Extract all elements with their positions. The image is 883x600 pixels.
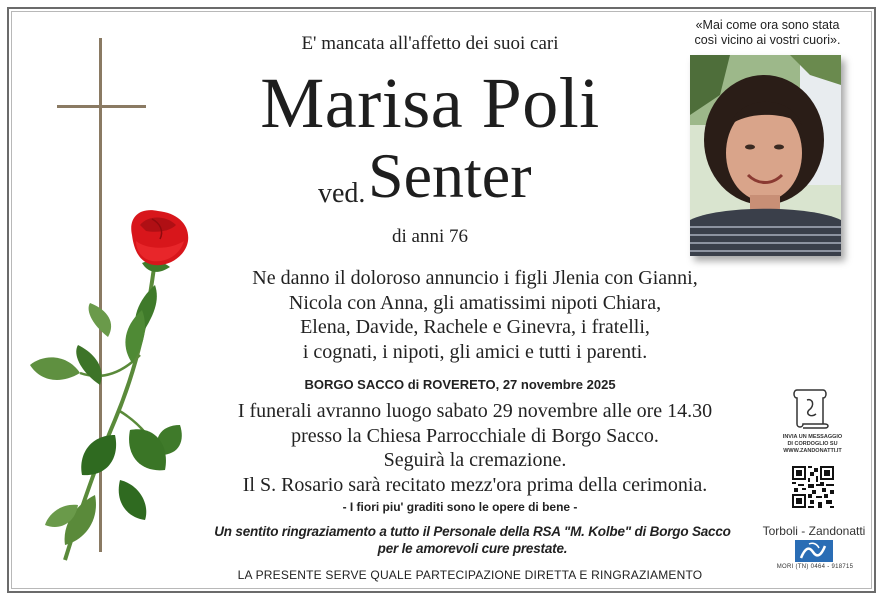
funeral-home-name: Torboli - Zandonatti <box>762 524 866 538</box>
footer-notice: LA PRESENTE SERVE QUALE PARTECIPAZIONE DIRETTA E RINGRAZIAMENTO <box>237 568 703 582</box>
announcement-line: i cognati, i nipoti, gli amici e tutti i parenti. <box>302 340 648 363</box>
condolence-scroll-icon[interactable] <box>789 384 833 432</box>
qr-code[interactable] <box>792 466 834 508</box>
married-surname: Senter <box>368 140 532 211</box>
funeral-line: Seguirà la cremazione. <box>383 449 567 471</box>
funeral-line: I funerali avranno luogo sabato 29 novembre alle ore 14.30 <box>237 400 713 422</box>
announcement-line: Ne danno il doloroso annuncio i figli Jlenia con Gianni, <box>252 267 698 289</box>
thanks-line: per le amorevoli cure prestate. <box>377 541 568 556</box>
vedova-label: ved. <box>318 178 366 209</box>
announcement-line: Elena, Davide, Rachele e Ginevra, i fratelli, <box>300 316 650 338</box>
funeral-line: Il S. Rosario sarà recitato mezz'ora prima della cerimonia. <box>242 473 708 496</box>
cross-horizontal-bar <box>57 105 146 108</box>
age-line: di anni 76 <box>392 226 468 247</box>
flowers-note: - I fiori piu' graditi sono le opere di bene - <box>342 500 578 514</box>
deceased-name: Marisa Poli <box>260 63 600 143</box>
portrait-photo <box>690 55 841 256</box>
quote-line: così vicino ai vostri cuori». <box>694 33 841 47</box>
funeral-line: presso la Chiesa Parrocchiale di Borgo Sacco. <box>291 424 659 447</box>
condolence-link-text[interactable]: INVIA UN MESSAGGIO DI CORDOGLIO SU WWW.ZANDONATTI.IT <box>782 434 843 454</box>
funeral-details <box>215 399 735 497</box>
funeral-home-logo <box>795 540 833 562</box>
thanks-note <box>200 523 745 557</box>
place-date-line: BORGO SACCO di ROVERETO, 27 novembre 2025 <box>304 377 616 392</box>
intro-line: E' mancata all'affetto dei suoi cari <box>301 33 559 54</box>
announcement-line: Nicola con Anna, gli amatissimi nipoti Chiara, <box>288 291 662 314</box>
married-name-block <box>300 138 620 218</box>
quote-line: «Mai come ora sono stata <box>695 18 840 32</box>
funeral-home-contact: MORI (TN) 0464 - 918715 <box>776 564 854 570</box>
announcement-block <box>215 266 735 364</box>
red-rose-illustration <box>20 205 210 575</box>
memorial-quote <box>680 18 855 48</box>
thanks-line: Un sentito ringraziamento a tutto il Personale della RSA "M. Kolbe" di Borgo Sacco <box>214 524 731 539</box>
